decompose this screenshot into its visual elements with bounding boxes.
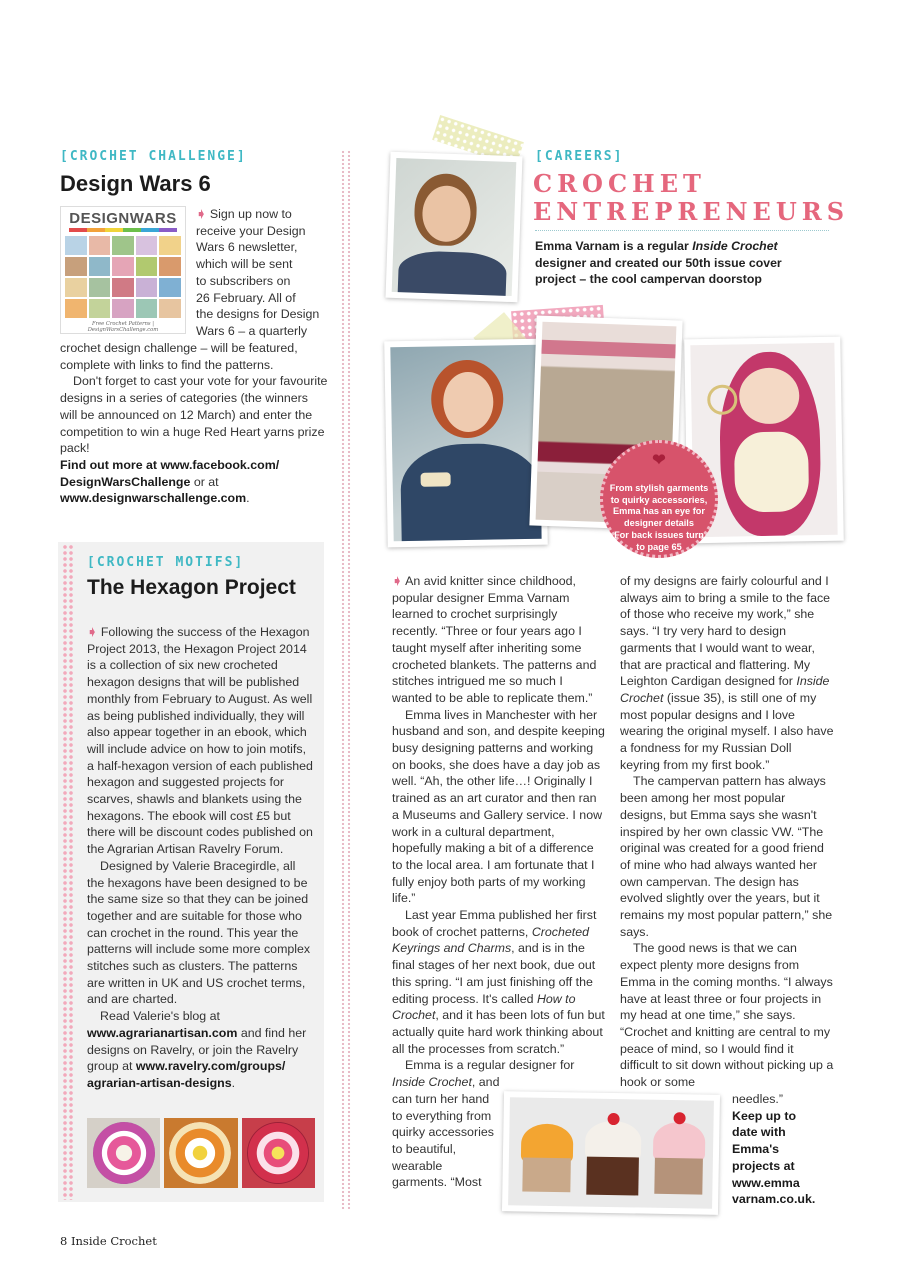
box-edge-dots [62, 544, 74, 1200]
text: to beautiful, [392, 1141, 457, 1156]
design-wars-wrap-text [196, 206, 328, 340]
arrow-icon: ➧ [392, 574, 403, 588]
ravelry-link[interactable]: www.ravelry.com/groups/ agrarian-artisan-designs [87, 1059, 286, 1090]
text: Last year Emma published her first book of crochet patterns, [392, 908, 597, 939]
headline-line-2: ENTREPRENEURS [533, 197, 850, 226]
emma-photo [384, 339, 548, 548]
paragraph: An avid knitter since childhood, popular designer Emma Varnam learned to crochet surprisingly recently. “Three or four years ago I taught myself after inheriting some crocheted blankets. The patterns and stitches intrigued me so much I wanted to be able to replicate them.” [392, 574, 597, 705]
cupcakes-photo [502, 1091, 720, 1215]
paragraph: Following the success of the Hexagon Project 2013, the Hexagon Project 2014 is a collection of six new crocheted hexagon designs that will be published monthly from February to August. As well as being published individually, they will also appear together in an ebook, which will include advice on how to join motifs, a half-hexagon version of each published hexagon and suggested projects for scarves, shawls and blankets using the hexagons. The ebook will cost £5 but there will be discount codes published on the Agrarian Artisan Ravelry Forum. [87, 625, 313, 857]
paragraph [620, 573, 834, 773]
text: garments. “Most [392, 1175, 482, 1190]
text: Inside Crochet [392, 1075, 472, 1090]
cta-line: Emma's [732, 1142, 780, 1157]
text: to everything from [392, 1108, 492, 1123]
text: , and it has been lots of fun but actually quite hard work thinking about all the processes from scratch.” [392, 1008, 605, 1056]
design-wars-cover-image [60, 206, 186, 334]
paragraph [392, 907, 606, 1057]
hexagon-body [87, 624, 315, 1092]
magazine-name: Inside Crochet [70, 1234, 157, 1248]
cover-stripe [69, 228, 177, 232]
cover-grid [61, 234, 185, 320]
careers-headline [533, 170, 849, 226]
text: designer and created our 50th issue cover project – the cool campervan doorstop [535, 255, 782, 287]
paragraph [392, 1057, 606, 1074]
design-wars-body [60, 340, 328, 507]
careers-kicker: [CAREERS] [535, 149, 624, 164]
text: Emma Varnam is a regular [535, 239, 689, 253]
paragraph: The campervan pattern has always been among her most popular designs, but Emma says she wasn't inspired by her own classic VW. “The original was created for a good friend of mine who had always wanted her own campervan. The design has evolved slightly over the years, but it remains my most popular pattern,” she says. [620, 774, 833, 939]
designwars-link[interactable]: www.designwarschallenge.com [60, 491, 247, 506]
text: Read Valerie's blog at [100, 1009, 220, 1024]
cta-line: Keep up to [732, 1108, 797, 1123]
website-link[interactable]: varnam.co.uk. [732, 1192, 816, 1207]
text: . [231, 1075, 236, 1090]
text: of my designs are fairly colourful and I always aim to bring a smile to the face of those who receive my work,” she says. “I try very hard to design garments that I would want to wear, that are practical and flattering. My Leighton Cardigan designed for [620, 574, 831, 689]
text: quirky accessories [392, 1125, 494, 1140]
paragraph: crochet design challenge – will be featured, complete with links to find the patterns. [60, 341, 298, 372]
agrarian-link[interactable]: www.agrarianartisan.com [87, 1025, 238, 1040]
design-wars-title: Design Wars 6 [60, 171, 211, 196]
column-divider [341, 150, 345, 1210]
facebook-link[interactable]: www.facebook.com/ DesignWarsChallenge [60, 457, 280, 489]
paragraph-links [60, 457, 328, 507]
text: Inside Crochet [692, 239, 778, 253]
headline-rule [535, 230, 829, 231]
book-title: Crocheted Keyrings and Charms [392, 924, 590, 956]
cover-caption: Free Crochet Patterns | DesignWarsChallenge.com [87, 321, 159, 333]
text: Find out more at [60, 457, 158, 472]
website-link[interactable]: www.emma [732, 1175, 800, 1190]
paragraph-links [87, 1008, 315, 1092]
text: and find her designs on Ravelry, or join the Ravelry group at [87, 1025, 307, 1074]
cta-block [732, 1091, 832, 1208]
wrap-line: receive your Design [196, 223, 306, 238]
page-footer [60, 1234, 157, 1248]
hexagon-kicker: [CROCHET MOTIFS] [87, 555, 245, 570]
page-number: 8 [60, 1234, 68, 1248]
wrap-line: Sign up now to [209, 207, 292, 221]
heart-icon: ❤ [652, 452, 666, 469]
portrait-photo [385, 152, 522, 303]
motif-photo [242, 1118, 315, 1188]
cover-title: DESIGNWARS [69, 210, 177, 227]
cta-line: projects at [732, 1158, 795, 1173]
design-wars-kicker: [CROCHET CHALLENGE] [60, 149, 247, 164]
motif-photo [164, 1118, 237, 1188]
paragraph: Designed by Valerie Bracegirdle, all the hexagons have been designed to be the same size so that they can be joined together and are suitable for those who can crochet in the round. This year the patterns will include some more complex stitches such as clusters. The patterns are written in UK and US crochet terms, and are charted. [87, 858, 311, 1007]
headline-line-1: CROCHET [533, 169, 706, 198]
wrap-line: 26 February. All of [196, 290, 296, 305]
paragraph: Don't forget to cast your vote for your favourite designs in a series of categories (the winners will be announced on 12 March) and enter the competition to win a huge Red Heart yarns prize pack! [60, 374, 328, 456]
hexagon-motifs-image [87, 1118, 315, 1188]
text: , and is in the final stages of her next book, due out this spring. “I am just finishing off the editing process. It's called [392, 941, 596, 1006]
arrow-icon: ➧ [87, 625, 98, 639]
standfirst [535, 238, 805, 288]
text: or at [193, 474, 219, 489]
text: , and [471, 1075, 500, 1090]
caption-badge [600, 440, 718, 558]
wrap-line: Wars 6 newsletter, [196, 240, 298, 255]
wrap-line: which will be sent [196, 257, 293, 272]
text: Inside Crochet [620, 674, 830, 705]
book-title: How to Crochet [392, 991, 576, 1023]
text: wearable [392, 1158, 443, 1173]
paragraph: Emma lives in Manchester with her husband and son, and despite keeping busy designing patterns and working on books, she does have a day job as well. “Ah, the other life…! Originally I trained as an art curator and then ran a Museums and Gallery service. I now work in a cultural department, hopefully making a bit of a difference to the local area. I am fortunate that I fully enjoy both parts of my working life.” [392, 707, 605, 906]
badge-text: From stylish garments to quirky accessories, Emma has an eye for designer details [609, 483, 709, 528]
text: (issue 35), is still one of my most popular designs and I love wearing the original myself. I also have a fondness for my Russian Doll keyring from my first book.” [620, 690, 834, 772]
text: . [246, 491, 250, 506]
column-divider [347, 150, 351, 1210]
article-col-2 [620, 573, 834, 1091]
text: Emma is a regular designer for [405, 1058, 575, 1073]
cta-line: date with [732, 1125, 786, 1140]
arrow-icon: ➧ [196, 207, 207, 221]
wrap-line: to subscribers on [196, 273, 291, 288]
text: can turn her hand [392, 1091, 490, 1106]
wrap-line: the designs for Design [196, 307, 320, 322]
badge-subtext: For back issues turn to page 65 [614, 530, 704, 552]
motif-photo [87, 1118, 160, 1188]
paragraph: The good news is that we can expect plenty more designs from Emma in the coming months. “I always have at least three or four projects in my head at one time,” she says. “Crochet and knitting are central to my peace of mind, so I would find it difficult to sit down without picking up a hook or some [620, 941, 834, 1090]
text: needles.” [732, 1092, 783, 1106]
wrap-line: Wars 6 – a quarterly [196, 323, 308, 338]
hexagon-title: The Hexagon Project [87, 576, 296, 599]
